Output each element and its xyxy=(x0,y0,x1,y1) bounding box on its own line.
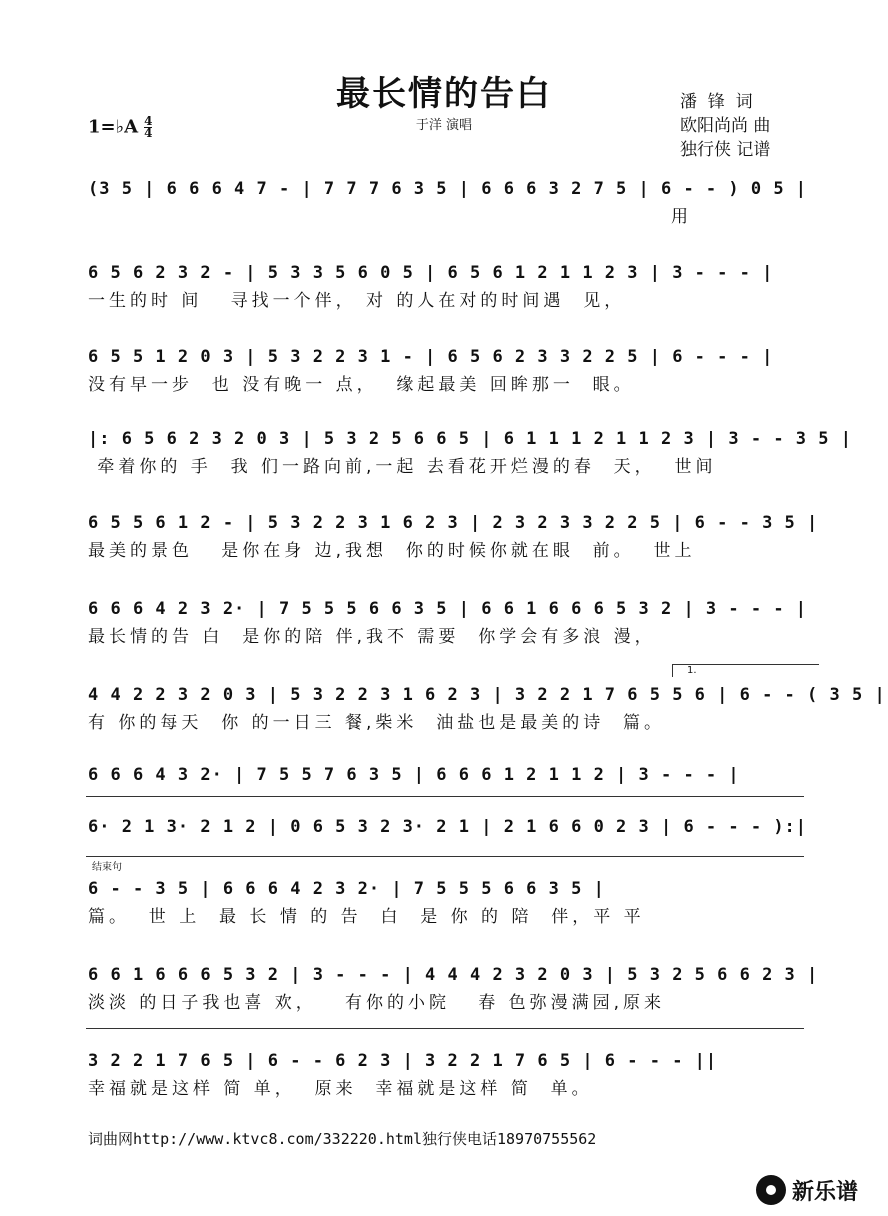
lyrics: 一生的时 间 寻找一个伴， 对 的人在对的时间遇 见， xyxy=(88,291,626,311)
score-line-8 xyxy=(88,760,800,790)
time-signature xyxy=(144,116,152,139)
lyrics: 牵着你的 手 我 们一路向前,一起 去看花开烂漫的春 天， 世间 xyxy=(88,457,717,477)
lyricist-credit: 潘 锋 词 xyxy=(680,92,753,112)
volta-1-label: 1. xyxy=(687,665,697,676)
page-title: 最长情的告白 xyxy=(336,74,552,114)
source-footer: 词曲网http://www.ktvc8.com/332220.html独行侠电话18970755562 xyxy=(88,1130,597,1148)
score-line-5 xyxy=(88,508,819,564)
transcriber-credit: 独行侠 记谱 xyxy=(680,140,771,160)
notation: 6 5 6 2 3 2 - | 5 3 3 5 6 0 5 | 6 5 6 1 2 1 1 2 3 | 3 - - - | xyxy=(88,263,774,283)
score-line-7 xyxy=(88,680,886,736)
meter-top: 4 xyxy=(144,114,153,128)
key-label: 1=♭A xyxy=(88,116,139,138)
score-line-1 xyxy=(88,174,808,230)
score-line-9 xyxy=(88,812,808,842)
system-bracket-line xyxy=(86,796,804,797)
notation: 6 5 5 6 1 2 - | 5 3 2 2 3 1 6 2 3 | 2 3 2 3 3 2 2 5 | 6 - - 3 5 | xyxy=(88,513,819,533)
singer-credit: 于洋 演唱 xyxy=(415,118,473,133)
lyrics: 最长情的告 白 是你的陪 伴,我不 需要 你学会有多浪 漫， xyxy=(88,627,656,647)
logo-text: 新乐谱 xyxy=(792,1179,859,1205)
notation: 3 2 2 1 7 6 5 | 6 - - 6 2 3 | 3 2 2 1 7 6 5 | 6 - - - || xyxy=(88,1051,718,1071)
score-line-3 xyxy=(88,342,800,398)
notation: 6· 2 1 3· 2 1 2 | 0 6 5 3 2 3· 2 1 | 2 1 6 6 0 2 3 | 6 - - - ):| xyxy=(88,817,808,837)
credits xyxy=(680,90,770,162)
volta-1-bracket xyxy=(672,664,819,677)
system-bracket-line xyxy=(86,1028,804,1029)
composer-credit: 欧阳尚尚 曲 xyxy=(680,116,771,136)
lyrics: 幸福就是这样 简 单， 原来 幸福就是这样 简 单。 xyxy=(88,1079,593,1099)
score-line-12 xyxy=(88,1046,800,1102)
notation: |: 6 5 6 2 3 2 0 3 | 5 3 2 5 6 6 5 | 6 1 1 1 2 1 1 2 3 | 3 - - 3 5 | xyxy=(88,429,852,449)
notation: 6 - - 3 5 | 6 6 6 4 2 3 2· | 7 5 5 5 6 6 3 5 | xyxy=(88,879,605,899)
lyrics: 有 你的每天 你 的一日三 餐,柴米 油盐也是最美的诗 篇。 xyxy=(88,713,666,733)
ending-bracket-line xyxy=(86,856,804,857)
record-disc-icon xyxy=(756,1175,786,1205)
notation: 4 4 2 2 3 2 0 3 | 5 3 2 2 3 1 6 2 3 | 3 2 2 1 7 6 5 5 6 | 6 - - ( 3 5 | xyxy=(88,685,886,705)
score-line-11 xyxy=(88,960,819,1016)
notation: 6 6 6 4 3 2· | 7 5 5 7 6 3 5 | 6 6 6 1 2 1 1 2 | 3 - - - | xyxy=(88,765,740,785)
notation: 6 6 1 6 6 6 5 3 2 | 3 - - - | 4 4 4 2 3 2 0 3 | 5 3 2 5 6 6 2 3 | xyxy=(88,965,819,985)
meter-bottom: 4 xyxy=(144,126,153,140)
score-line-6 xyxy=(88,594,808,650)
score-line-2 xyxy=(88,258,800,314)
lyrics: 没有早一步 也 没有晚一 点， 缘起最美 回眸那一 眼。 xyxy=(88,375,635,395)
ending-label: 结束句 xyxy=(92,862,122,873)
lyrics: 篇。 世 上 最 长 情 的 告 白 是 你 的 陪 伴，平 平 xyxy=(88,907,645,927)
notation: (3 5 | 6 6 6 4 7 - | 7 7 7 6 3 5 | 6 6 6 3 2 7 5 | 6 - - ) 0 5 | xyxy=(88,179,808,199)
lyrics: 最美的景色 是你在身 边,我想 你的时候你就在眼 前。 世上 xyxy=(88,541,696,561)
notation: 6 5 5 1 2 0 3 | 5 3 2 2 3 1 - | 6 5 6 2 3 3 2 2 5 | 6 - - - | xyxy=(88,347,774,367)
key-signature xyxy=(88,116,152,139)
score-line-10 xyxy=(88,874,800,930)
lyrics: 用 xyxy=(88,207,693,227)
score-line-4 xyxy=(88,424,852,480)
notation: 6 6 6 4 2 3 2· | 7 5 5 5 6 6 3 5 | 6 6 1 6 6 6 5 3 2 | 3 - - - | xyxy=(88,599,808,619)
site-logo xyxy=(756,1170,876,1210)
lyrics: 淡淡 的日子我也喜 欢， 有你的小院 春 色弥漫满园,原来 xyxy=(88,993,666,1013)
